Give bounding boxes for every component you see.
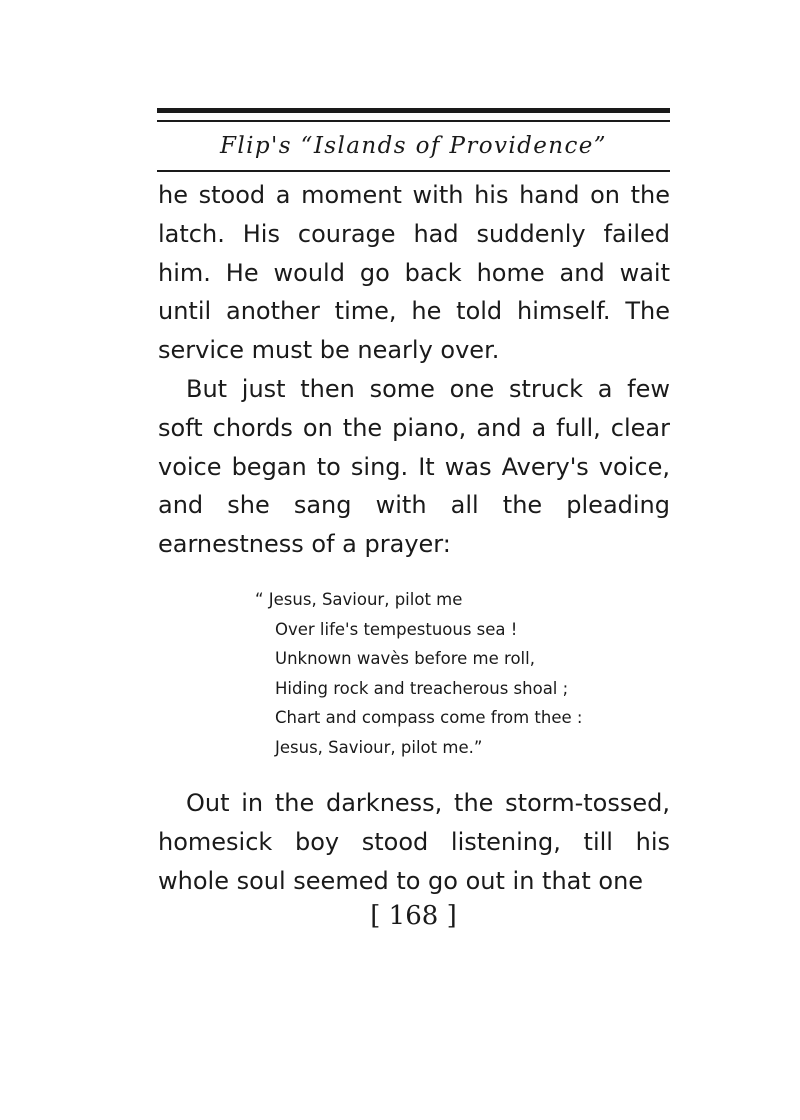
header-rule-thin-top — [157, 120, 670, 122]
header-rule-thin-bottom — [157, 170, 670, 172]
paragraph-1: he stood a moment with his hand on the latch. His courage had suddenly failed him. He would go back home and wait until another time, he told himself. The service must be nearly over. — [158, 181, 670, 365]
hymn-line: Chart and compass come from thee : — [275, 708, 583, 727]
paragraph-2: But just then some one struck a few soft chords on the piano, and a full, clear voice began to sing. It was Avery's voice, and she sang with all the pleading earnestness of a prayer: — [158, 374, 670, 559]
page-number: [ 168 ] — [370, 901, 457, 931]
header-rule-thick — [157, 108, 670, 113]
hymn-line: Over life's tempestuous sea ! — [275, 619, 518, 639]
hymn-line: Jesus, Saviour, pilot me.” — [275, 737, 483, 757]
body-text — [158, 176, 670, 564]
hymn-line: Hiding rock and treacherous shoal ; — [275, 678, 569, 698]
hymn-line: Unknown wavès before me roll, — [275, 649, 535, 668]
paragraph-3: Out in the darkness, the storm-tossed, homesick boy stood listening, till his whole soul seemed to go out in that one — [158, 789, 670, 895]
hymn-verse — [255, 585, 675, 762]
hymn-line: “ Jesus, Saviour, pilot me — [255, 590, 463, 609]
running-head-title: Flip's “Islands of Providence” — [220, 133, 607, 159]
body-text-after-hymn — [158, 784, 670, 900]
